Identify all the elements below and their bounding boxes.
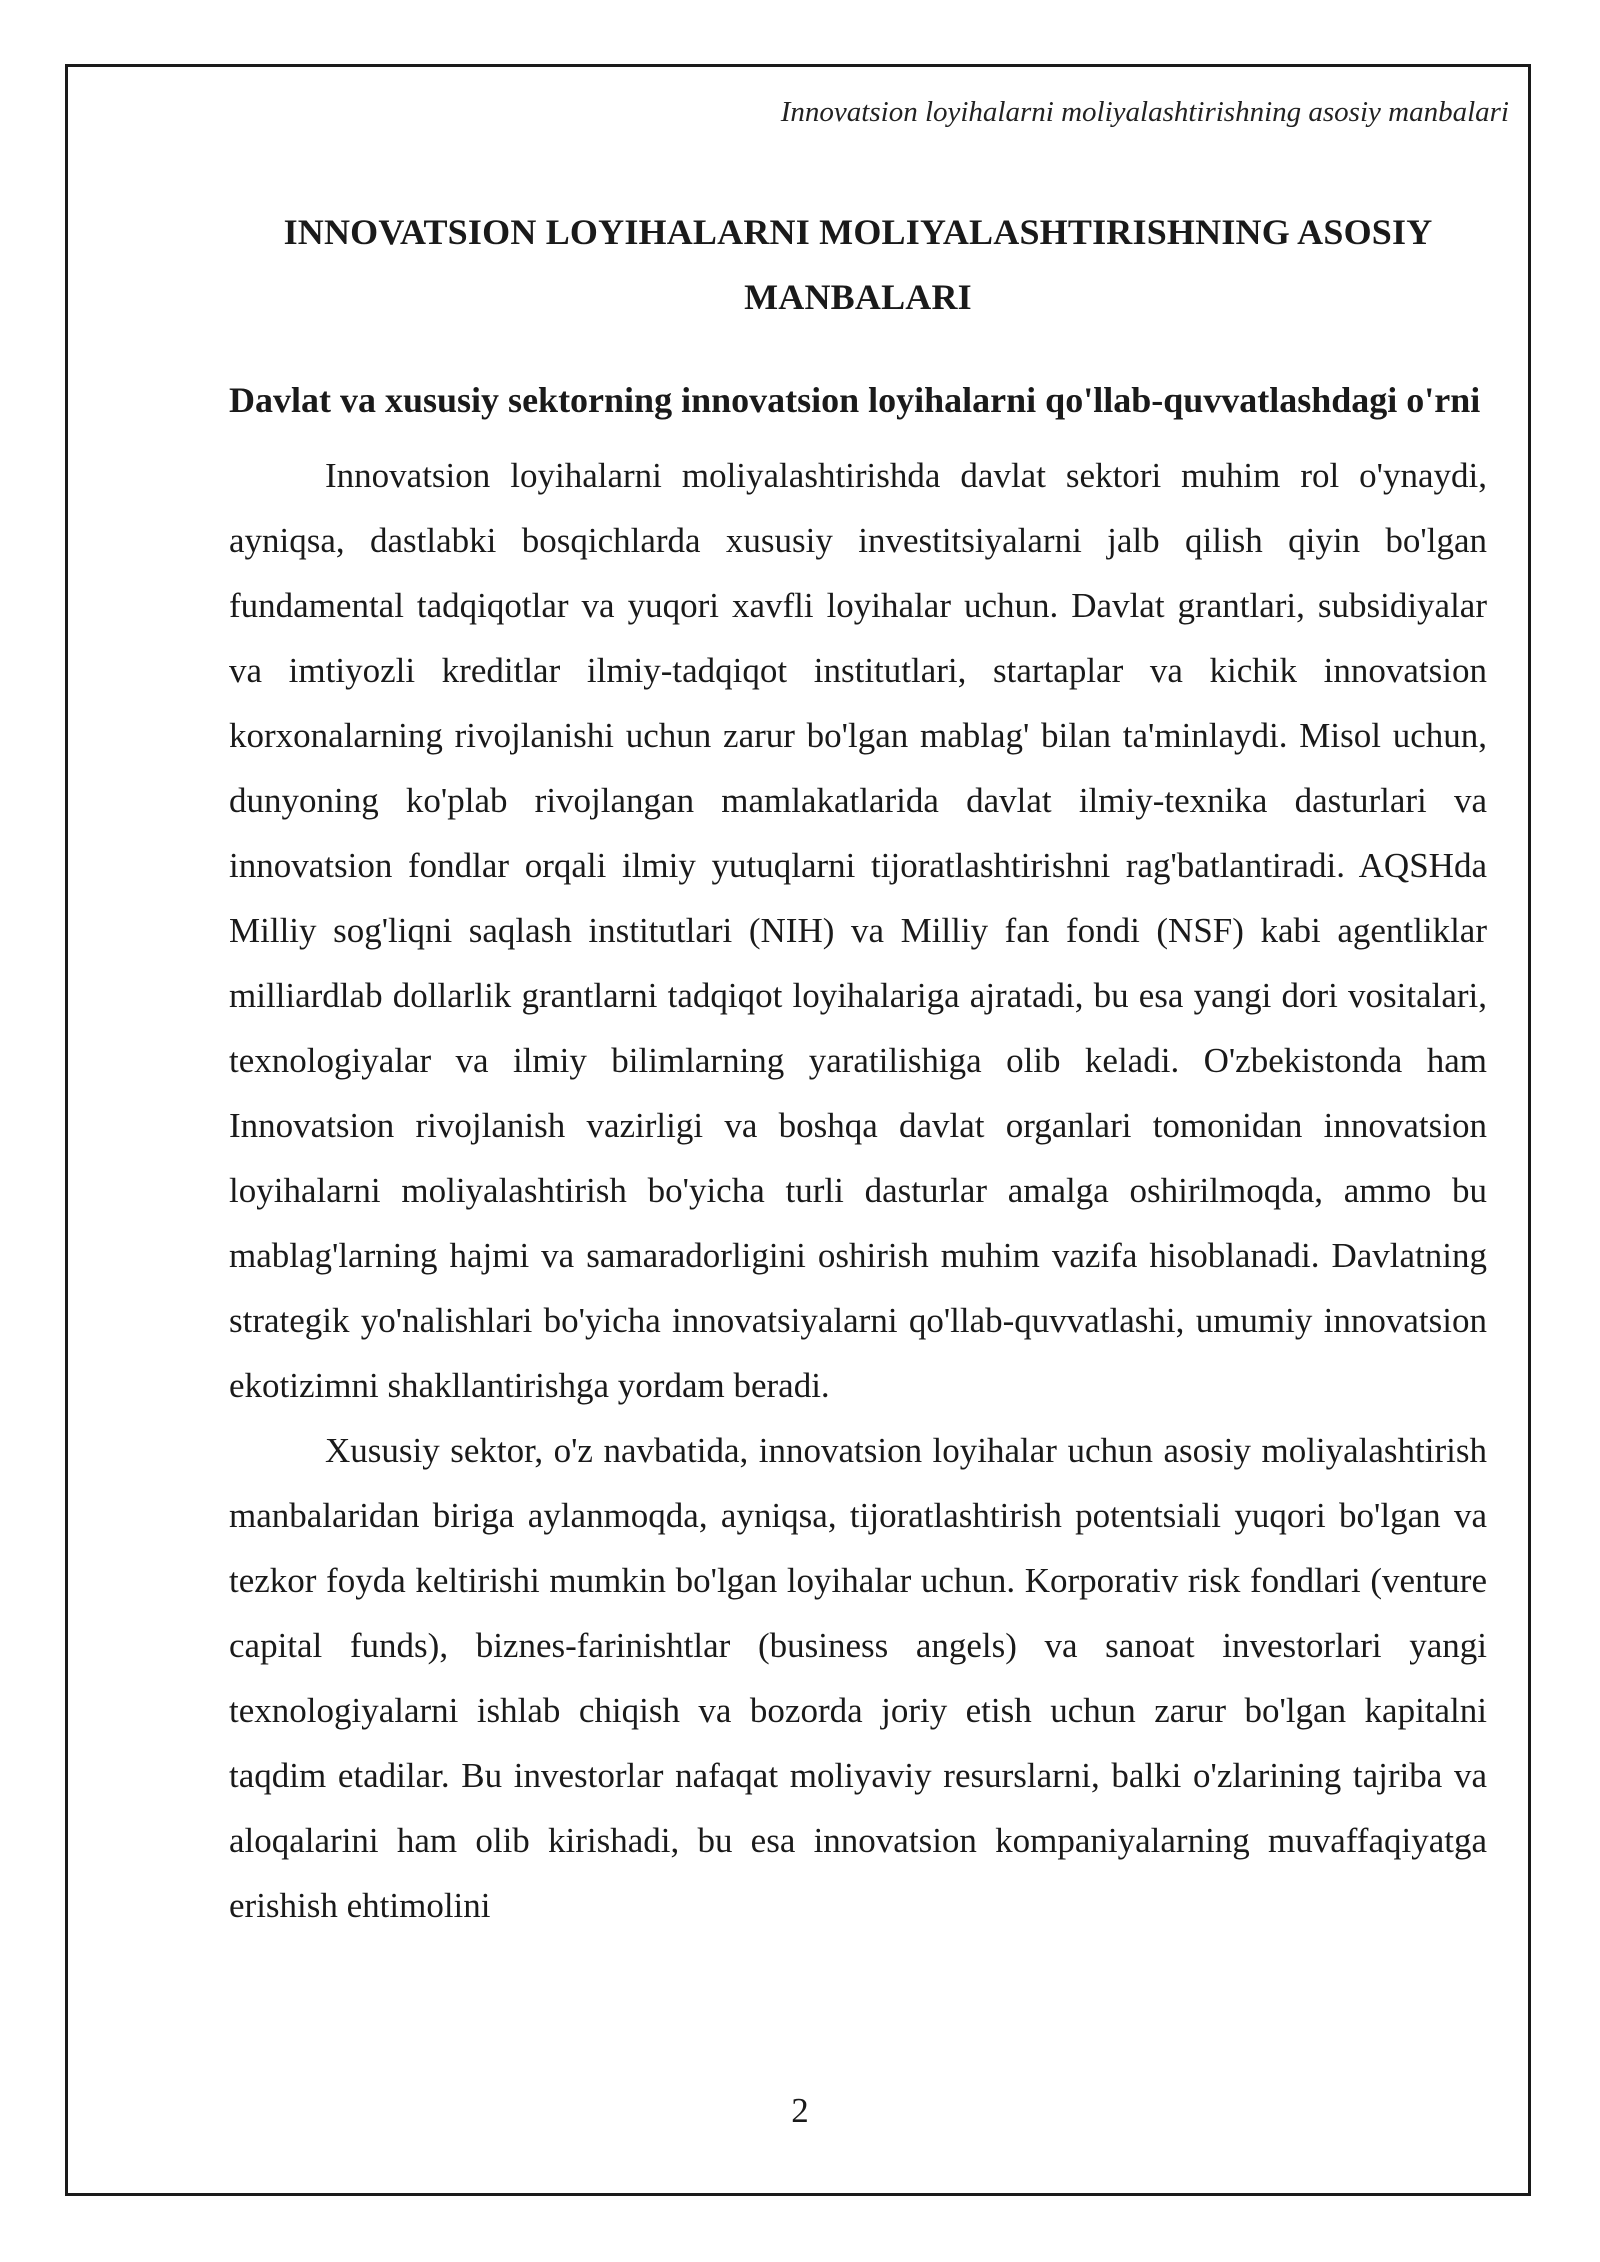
document-title: INNOVATSION LOYIHALARNI MOLIYALASHTIRISHNING ASOSIY MANBALARI (283, 212, 1433, 317)
body-paragraph-1: Innovatsion loyihalarni moliyalashtirishda davlat sektori muhim rol o'ynaydi, ayniqsa, dastlabki bosqichlarda xususiy investitsiyalarni jalb qilish qiyin bo'lgan fundamental tadqiqotlar va yuqori xavfli loyihalar uchun. Davlat grantlari, subsidiyalar va imtiyozli kreditlar ilmiy-tadqiqot institutlari, startaplar va kichik innovatsion korxonalarning rivojlanishi uchun zarur bo'lgan mablag' bilan ta'minlaydi. Misol uchun, dunyoning ko'plab rivojlangan mamlakatlarida davlat ilmiy-texnika dasturlari va innovatsion fondlar orqali ilmiy yutuqlarni tijoratlashtirishni rag'batlantiradi. AQSHda Milliy sog'liqni saqlash institutlari (NIH) va Milliy fan fondi (NSF) kabi agentliklar milliardlab dollarlik grantlarni tadqiqot loyihalariga ajratadi, bu esa yangi dori vositalari, texnologiyalar va ilmiy bilimlarning yaratilishiga olib keladi. O'zbekistonda ham Innovatsion rivojlanish vazirligi va boshqa davlat organlari tomonidan innovatsion loyihalarni moliyalashtirish bo'yicha turli dasturlar amalga oshirilmoqda, ammo bu mablag'larning hajmi va samaradorligini oshirish muhim vazifa hisoblanadi. Davlatning strategik yo'nalishlari bo'yicha innovatsiyalarni qo'llab-quvvatlashi, umumiy innovatsion ekotizimni shakllantirishga yordam beradi. (229, 456, 1487, 1405)
document-body (229, 200, 1487, 1938)
body-paragraph-2: Xususiy sektor, o'z navbatida, innovatsion loyihalar uchun asosiy moliyalashtirish manbalaridan biriga aylanmoqda, ayniqsa, tijoratlashtirish potentsiali yuqori bo'lgan va tezkor foyda keltirishi mumkin bo'lgan loyihalar uchun. Korporativ risk fondlari (venture capital funds), biznes-farinishtlar (business angels) va sanoat investorlari yangi texnologiyalarni ishlab chiqish va bozorda joriy etish uchun zarur bo'lgan kapitalni taqdim etadilar. Bu investorlar nafaqat moliyaviy resurslarni, balki o'zlarining tajriba va aloqalarini ham olib kirishadi, bu esa innovatsion kompaniyalarning muvaffaqiyatga erishish ehtimolini (229, 1431, 1487, 1925)
page-number: 2 (791, 2091, 809, 2130)
section-heading: Davlat va xususiy sektorning innovatsion loyihalarni qo'llab-quvvatlashdagi o'rni (229, 380, 1481, 420)
running-header: Innovatsion loyihalarni moliyalashtirishning asosiy manbalari (780, 96, 1509, 128)
